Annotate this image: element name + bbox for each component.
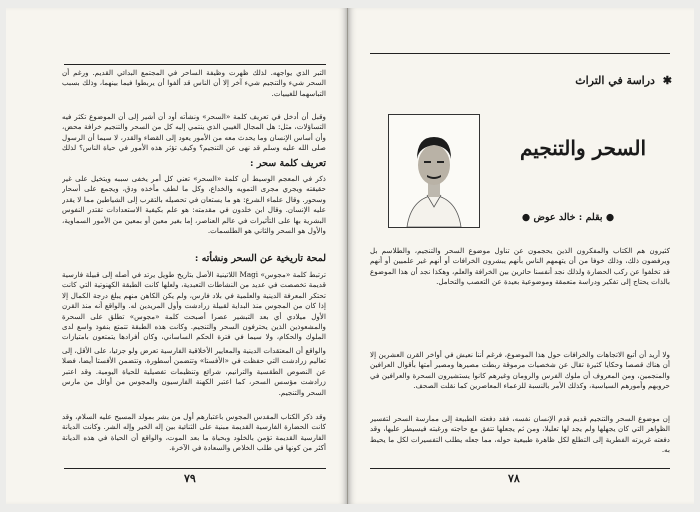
bottom-rule: [64, 468, 326, 469]
author-photo: [388, 114, 480, 228]
section-label: [575, 74, 672, 87]
top-rule: [64, 64, 326, 65]
paragraph-intro: التبر الذي يواجهه. لذلك ظهرت وظيفة الساحر في المجتمع البدائي القديم. ورغم أن السحر شيء والتنجيم شيء آخر إلا أن الناس قد ألفوا أن يربطوا فيما بينهما، وذلك بسبب التباسهما للغيبيات.: [62, 68, 326, 98]
byline: [488, 212, 648, 223]
bullet-icon: ●: [521, 212, 531, 223]
page-number: ٧٨: [508, 472, 520, 485]
magazine-spread: [6, 8, 694, 504]
page-number: ٧٩: [184, 472, 196, 485]
star-icon: ✱: [662, 74, 672, 87]
bullet-icon: ●: [605, 212, 615, 223]
right-page: [348, 8, 694, 504]
portrait-illustration: [389, 115, 479, 227]
section-title: دراسة في التراث: [575, 74, 655, 87]
paragraph: ذكر في المعجم الوسيط أن كلمة «السحر» تعني كل أمر يخفى سببه ويتخيل على غير حقيقته ويجري مجرى التمويه والخداع، وكل ما لطف مأخذه ودق، ويجمع على أسحار وسحور. وقال علماء الشرع: هو ما يستعان في تحصيله بالتقرب إلى الشياطين مما لا يقدر عليه الإنسان. وقال ابن خلدون في مقدمته: هو علم بكيفية الاستعدادات تقتدر النفوس البشرية بها على التأثيرات في عالم العناصر، إما بغير معين أو بمعين من الأمور السماوية، والأول هو السحر والثاني هو الطلسمات.: [62, 174, 326, 236]
author-name: بقلم : خالد عوض: [533, 212, 603, 223]
left-page: [6, 8, 348, 504]
section-heading: تعريف كلمة سحر :: [250, 158, 326, 169]
paragraph: والواقع أن المعتقدات الدينية والمعايير الأخلاقية الفارسية تعرض ولو جزئيا، على الأقل، إلى تعاليم زرادشت التي حفظت في «الأفستا» وتتضمن أسطورة، وتتضمن الأفستا أيضا، فضلا عن النصوص الطقسية والترانيم، شرائع وتنظيمات تفصيلية للحياة اليومية. وقد اعتبر زرادشت مؤسس السحر، كما اعتبر الكهنة الفارسيون والمجوس من أوائل من مارس السحر والتنجيم.: [62, 346, 326, 397]
paragraph: ترتبط كلمة «مجوس» Magi اللاتينية الأصل بتاريخ طويل يرتد في أصله إلى قبيلة فارسية قديمة تخصصت في عديد من النشاطات التعبدية، ولعلها كانت الطبقة الكهنوتية التي كانت تحتكر المعرفة الدينية والعلمية في بلاد فارس، ولم يكن الكاهن منهم يبلغ درجة الكمال إلا إذا كان من المجوس منذ البداية لقبيلة زرادشت وأول المريدين له. والواقع أنه منذ القرن الأول ميلادي أي بعد التبشير عصرا أصبحت كلمة «مجوس» تطلق على السحرة والمشعوذين الذين يحترفون السحر والتنجيم. وكانت هذه الطبقة تتمتع بنفوذ واسع لدى الملوك والحكام، ولا سيما في فترة الحكم الساساني، وكان أفرادها يتمتعون بامتيازات: [62, 270, 326, 342]
paragraph: إن موضوع السحر والتنجيم قديم قدم الإنسان نفسه، فقد دفعته الطبيعة إلى ممارسة السحر لتفسير الظواهر التي كان يجهلها ولم يجد لها تعليلا، ومن ثم يجعلها تتفق مع حاجته ورغبته فيسيطر عليها، وقد دفعته غريزته الفطرية إلى التطلع لكل ظاهرة طبيعية حوله، مما جعله يطلب التفسيرات لكل ما يحيط به.: [370, 414, 670, 455]
paragraph: وقبل أن أدخل في تعريف كلمة «السحر» ونشأته أود أن أشير إلى أن الموضوع تكثر فيه التساؤلات، مثل: هل المجال الغيبي الذي ينتمي إليه كل من السحر والتنجيم خرافة محض، وأن أساس الإنسان وما يحدث معه من الأمور يعود إلى القضاء والقدر، لا سيما أن الرسول صلى الله عليه وسلم قد نهى عن التنجيم؟ وكيف تؤثر هذه الأمور في حياة الناس؟ لذلك: [62, 112, 326, 153]
paragraph: ولا أريد أن أتبع الاتجاهات والخرافات حول هذا الموضوع، فرغم أننا نعيش في أواخر القرن العشرين إلا أن هناك قصصا وحكايا كثيرة تقال عن شخصيات مرموقة ربطت مصيرها ومصير أمتها بأقوال العرافين والمنجمين، ومن المعروف أن ملوك الفرس والرومان وغيرهم كانوا يستشيرون السحرة والعرافين في حروبهم وأمورهم السياسية، وكذلك الأمر بالنسبة للزعماء المعاصرين كما نقلت الصحف.: [370, 350, 670, 391]
section-heading: لمحة تاريخية عن السحر ونشأته :: [194, 253, 326, 264]
paragraph: وقد ذكر الكتاب المقدس المجوس باعتبارهم أول من بشر بمولد المسيح عليه السلام، وقد كانت الحضارة الفارسية القديمة مبنية على الثنائية بين إله الخير وإله الشر. وكانت الديانة الفارسية القديمة تؤمن بالخلود وبحياة ما بعد الموت، والواقع أن الحياة في هذه الديانة أكثر من كونها في طلب الخلاص والسعادة في الآخرة.: [62, 412, 326, 453]
top-rule: [370, 53, 670, 54]
bottom-rule: [370, 468, 670, 469]
article-title: السحر والتنجيم: [519, 136, 647, 160]
paragraph: كثيرون هم الكتاب والمفكرون الذين يحجمون عن تناول موضوع السحر والتنجيم، والطلاسم بل ويرفضون ذلك، وذلك خوفا من أن يتهمهم الناس بأنهم يبشرون الخرافات أو أنهم غير علميين أو أنهم قد تخلفوا عن ركب الحضارة ولذلك نجد أنفسنا حائرين بين الخرافة والعلم، وهكذا نجد أن هذا الموضوع بالذات يحتاج إلى تفكير ودراسة متعمقة وموضوعية بعيدة عن التعصب والتحامل.: [370, 246, 670, 287]
